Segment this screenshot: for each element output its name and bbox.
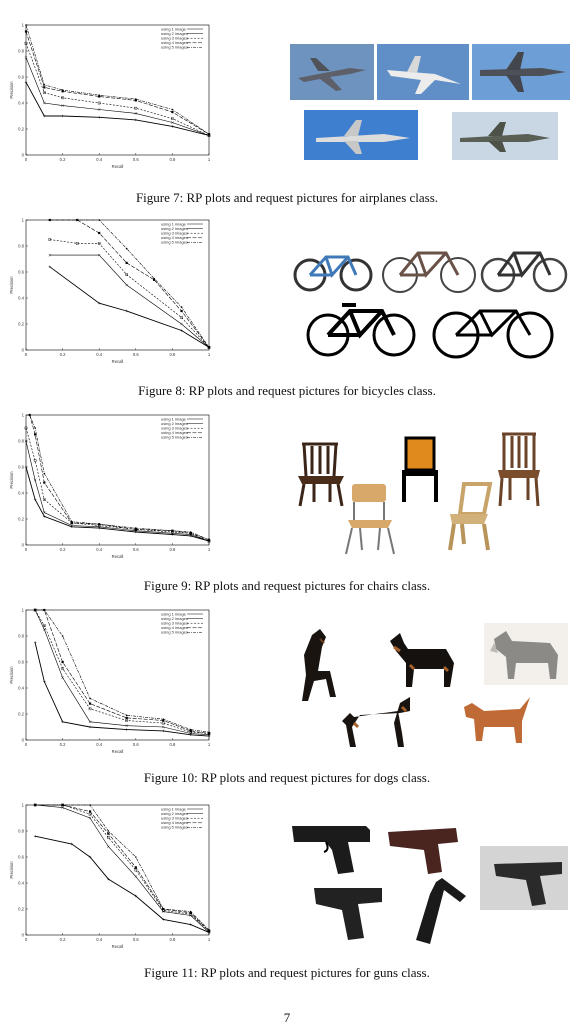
rp-plot-bicycles bbox=[6, 213, 220, 368]
y-tick-label: 0 bbox=[21, 542, 24, 548]
rp-plot-svg bbox=[6, 213, 220, 368]
gun-photo bbox=[310, 882, 386, 942]
y-tick-label: 0.4 bbox=[18, 880, 24, 886]
x-tick-label: 0.4 bbox=[96, 547, 103, 552]
data-point bbox=[25, 30, 27, 32]
y-tick-label: 0.2 bbox=[18, 906, 24, 912]
data-point bbox=[190, 729, 192, 731]
series-line bbox=[26, 425, 209, 541]
data-point bbox=[190, 911, 192, 913]
figure-caption: Figure 7: RP plots and request pictures for airplanes class. bbox=[135, 190, 439, 205]
y-tick-label: 0.6 bbox=[18, 464, 24, 470]
bicycle-photo bbox=[380, 235, 478, 295]
rp-plot-svg bbox=[6, 408, 220, 563]
y-tick-label: 0.4 bbox=[18, 685, 24, 691]
y-tick-label: 0.8 bbox=[18, 438, 24, 444]
bicycle-drawing bbox=[304, 297, 418, 359]
data-point bbox=[49, 219, 51, 221]
x-tick-label: 0 bbox=[24, 742, 28, 747]
y-tick-label: 0.8 bbox=[18, 243, 24, 249]
y-tick-label: 0.6 bbox=[18, 659, 24, 665]
x-tick-label: 1 bbox=[207, 742, 211, 747]
data-point bbox=[125, 284, 127, 286]
chair-photo bbox=[494, 430, 544, 508]
legend-label: using 3 images bbox=[161, 425, 188, 431]
data-point bbox=[135, 531, 138, 534]
data-point bbox=[89, 703, 91, 705]
figure-caption: Figure 10: RP plots and request pictures for dogs class. bbox=[143, 770, 431, 785]
legend-label: using 1 image bbox=[161, 806, 186, 812]
data-point bbox=[180, 323, 182, 325]
gun-photo bbox=[480, 846, 568, 910]
x-axis-label: Recall bbox=[111, 164, 124, 169]
data-point bbox=[34, 427, 36, 429]
data-point bbox=[172, 530, 174, 532]
figure-caption: Figure 11: RP plots and request pictures for guns class. bbox=[144, 965, 430, 980]
legend-label: using 5 images bbox=[161, 824, 188, 830]
data-point bbox=[61, 115, 64, 118]
legend-label: using 2 images bbox=[161, 225, 188, 231]
dog-photo bbox=[384, 629, 466, 689]
data-point bbox=[208, 731, 210, 733]
y-tick-label: 1 bbox=[21, 22, 24, 28]
data-point bbox=[126, 715, 128, 717]
data-point bbox=[208, 347, 210, 349]
data-point bbox=[43, 86, 45, 88]
data-point bbox=[43, 680, 46, 683]
x-tick-label: 0 bbox=[24, 352, 28, 357]
chair-photo bbox=[398, 434, 442, 504]
rp-plot-airplanes bbox=[6, 18, 220, 173]
x-tick-label: 0.8 bbox=[169, 352, 176, 357]
data-point bbox=[181, 306, 183, 308]
legend-label: using 1 image bbox=[161, 611, 186, 617]
data-point bbox=[162, 908, 164, 910]
airplane-photo bbox=[290, 44, 374, 100]
chair-photo bbox=[444, 480, 496, 552]
x-tick-label: 0.6 bbox=[132, 352, 139, 357]
request-pictures-guns bbox=[280, 820, 570, 980]
data-point bbox=[34, 641, 37, 644]
series-line bbox=[35, 643, 209, 737]
legend-label: using 2 images bbox=[161, 30, 188, 36]
data-point bbox=[180, 310, 182, 312]
x-axis-label: Recall bbox=[111, 749, 124, 754]
y-tick-label: 1 bbox=[21, 802, 24, 808]
gun-photo bbox=[290, 820, 372, 876]
data-point bbox=[107, 845, 109, 847]
data-point bbox=[71, 521, 73, 523]
data-point bbox=[135, 875, 137, 877]
series-line bbox=[50, 255, 209, 347]
data-point bbox=[126, 717, 128, 719]
x-tick-label: 1 bbox=[207, 157, 211, 162]
legend-label: using 2 images bbox=[161, 810, 188, 816]
y-axis-label: Precision bbox=[9, 666, 14, 684]
data-point bbox=[98, 219, 100, 221]
data-point bbox=[34, 433, 36, 435]
data-point bbox=[208, 539, 210, 541]
figure-9 bbox=[0, 408, 574, 598]
y-axis-label: Precision bbox=[9, 471, 14, 489]
y-tick-label: 0.6 bbox=[18, 854, 24, 860]
x-tick-label: 0.2 bbox=[59, 937, 66, 942]
request-pictures-bicycles bbox=[280, 235, 570, 395]
figure-caption: Figure 8: RP plots and request pictures for bicycles class. bbox=[138, 383, 436, 398]
y-tick-label: 0.8 bbox=[18, 828, 24, 834]
data-point bbox=[89, 804, 91, 806]
data-point bbox=[34, 609, 36, 611]
x-axis-label: Recall bbox=[111, 554, 124, 559]
y-tick-label: 0.2 bbox=[18, 516, 24, 522]
data-point bbox=[25, 24, 27, 26]
data-point bbox=[34, 835, 37, 838]
data-point bbox=[98, 94, 100, 96]
data-point bbox=[62, 635, 64, 637]
y-tick-label: 1 bbox=[21, 412, 24, 418]
y-tick-label: 0.6 bbox=[18, 269, 24, 275]
data-point bbox=[62, 89, 64, 91]
data-point bbox=[171, 533, 174, 536]
data-point bbox=[189, 734, 192, 737]
data-point bbox=[125, 728, 128, 731]
x-tick-label: 0.8 bbox=[169, 547, 176, 552]
y-tick-label: 0.6 bbox=[18, 74, 24, 80]
x-tick-label: 0.6 bbox=[132, 547, 139, 552]
data-point bbox=[189, 923, 192, 926]
x-tick-label: 0.2 bbox=[59, 547, 66, 552]
legend-label: using 1 image bbox=[161, 221, 186, 227]
series-line bbox=[26, 82, 209, 135]
x-tick-label: 0.8 bbox=[169, 157, 176, 162]
series-line bbox=[26, 441, 209, 541]
data-point bbox=[89, 698, 91, 700]
data-point bbox=[135, 119, 138, 122]
data-point bbox=[70, 526, 73, 529]
request-pictures-airplanes bbox=[280, 44, 570, 204]
dog-photo bbox=[484, 623, 568, 685]
data-point bbox=[98, 523, 100, 525]
rp-plot-guns bbox=[6, 798, 220, 953]
bicycle-photo bbox=[292, 237, 374, 295]
rp-plot-chairs bbox=[6, 408, 220, 563]
data-point bbox=[44, 609, 46, 611]
rp-plot-svg bbox=[6, 18, 220, 173]
x-tick-label: 0 bbox=[24, 547, 28, 552]
data-point bbox=[61, 721, 64, 724]
legend-label: using 1 image bbox=[161, 416, 186, 422]
x-tick-label: 1 bbox=[207, 547, 211, 552]
y-axis-label: Precision bbox=[9, 81, 14, 99]
y-tick-label: 0 bbox=[21, 932, 24, 938]
y-tick-label: 0.4 bbox=[18, 100, 24, 106]
airplane-photo bbox=[304, 110, 418, 160]
data-point bbox=[34, 804, 36, 806]
legend-label: using 2 images bbox=[161, 615, 188, 621]
rp-plot-svg bbox=[6, 798, 220, 953]
data-point bbox=[107, 833, 109, 835]
x-tick-label: 0.2 bbox=[59, 157, 66, 162]
y-axis-label: Precision bbox=[9, 276, 14, 294]
x-tick-label: 0.8 bbox=[169, 937, 176, 942]
x-tick-label: 0.2 bbox=[59, 742, 66, 747]
data-point bbox=[89, 810, 91, 812]
data-point bbox=[126, 248, 128, 250]
figure-8 bbox=[0, 213, 574, 403]
y-tick-label: 0.2 bbox=[18, 711, 24, 717]
airplane-photo bbox=[377, 44, 469, 100]
data-point bbox=[208, 735, 211, 738]
figure-11 bbox=[0, 798, 574, 988]
y-tick-label: 0.4 bbox=[18, 490, 24, 496]
data-point bbox=[62, 804, 64, 806]
data-point bbox=[44, 473, 46, 475]
y-tick-label: 0 bbox=[21, 152, 24, 158]
data-point bbox=[98, 232, 100, 234]
data-point bbox=[43, 482, 45, 484]
legend-label: using 2 images bbox=[161, 420, 188, 426]
request-pictures-chairs bbox=[280, 430, 570, 590]
data-point bbox=[162, 730, 165, 733]
y-tick-label: 0.8 bbox=[18, 48, 24, 54]
legend-label: using 3 images bbox=[161, 230, 188, 236]
rp-plot-dogs bbox=[6, 603, 220, 758]
x-axis-label: Recall bbox=[111, 944, 124, 949]
data-point bbox=[76, 219, 78, 221]
y-axis-label: Precision bbox=[9, 861, 14, 879]
data-point bbox=[108, 830, 110, 832]
data-point bbox=[89, 726, 92, 729]
y-tick-label: 1 bbox=[21, 607, 24, 613]
x-tick-label: 0.6 bbox=[132, 937, 139, 942]
legend-label: using 4 images bbox=[161, 430, 188, 436]
x-tick-label: 0 bbox=[24, 937, 28, 942]
x-tick-label: 0.4 bbox=[96, 937, 103, 942]
series-line bbox=[26, 467, 209, 541]
x-tick-label: 0.8 bbox=[169, 742, 176, 747]
data-point bbox=[44, 84, 46, 86]
data-point bbox=[171, 111, 173, 113]
x-tick-label: 1 bbox=[207, 937, 211, 942]
x-tick-label: 0.6 bbox=[132, 742, 139, 747]
data-point bbox=[126, 262, 128, 264]
airplane-photo bbox=[472, 44, 570, 100]
data-point bbox=[208, 133, 210, 135]
figure-caption: Figure 9: RP plots and request pictures for chairs class. bbox=[143, 578, 431, 593]
data-point bbox=[29, 414, 31, 416]
data-point bbox=[208, 929, 210, 931]
figure-10 bbox=[0, 603, 574, 793]
chair-photo bbox=[342, 480, 400, 556]
data-point bbox=[171, 125, 174, 128]
legend-label: using 3 images bbox=[161, 815, 188, 821]
data-point bbox=[135, 856, 137, 858]
page-number: 7 bbox=[283, 1010, 291, 1025]
bicycle-photo bbox=[480, 235, 568, 295]
y-tick-label: 0.4 bbox=[18, 295, 24, 301]
y-tick-label: 0.2 bbox=[18, 321, 24, 327]
legend-label: using 4 images bbox=[161, 625, 188, 631]
gun-photo bbox=[384, 824, 460, 876]
request-pictures-dogs bbox=[280, 623, 570, 783]
legend-label: using 4 images bbox=[161, 40, 188, 46]
dog-photo bbox=[340, 693, 414, 749]
y-tick-label: 0 bbox=[21, 737, 24, 743]
x-tick-label: 0.4 bbox=[96, 157, 103, 162]
legend-label: using 5 images bbox=[161, 239, 188, 245]
legend-label: using 5 images bbox=[161, 434, 188, 440]
data-point bbox=[135, 866, 137, 868]
x-tick-label: 0.4 bbox=[96, 352, 103, 357]
legend-label: using 3 images bbox=[161, 35, 188, 41]
data-point bbox=[190, 531, 192, 533]
legend-label: using 5 images bbox=[161, 44, 188, 50]
legend-label: using 4 images bbox=[161, 820, 188, 826]
series-line bbox=[50, 267, 209, 348]
x-tick-label: 1 bbox=[207, 352, 211, 357]
x-tick-label: 0.2 bbox=[59, 352, 66, 357]
figure-7 bbox=[0, 18, 574, 208]
data-point bbox=[62, 661, 64, 663]
data-point bbox=[125, 310, 128, 313]
y-tick-label: 1 bbox=[21, 217, 24, 223]
data-point bbox=[162, 718, 164, 720]
data-point bbox=[172, 109, 174, 111]
legend-label: using 4 images bbox=[161, 235, 188, 241]
y-tick-label: 0.2 bbox=[18, 126, 24, 132]
data-point bbox=[135, 98, 137, 100]
legend-label: using 3 images bbox=[161, 620, 188, 626]
bicycle-drawing bbox=[430, 295, 556, 361]
data-point bbox=[153, 278, 155, 280]
gun-photo bbox=[408, 874, 468, 950]
series-line bbox=[50, 240, 209, 348]
data-point bbox=[98, 116, 101, 119]
y-tick-label: 0.8 bbox=[18, 633, 24, 639]
x-axis-label: Recall bbox=[111, 359, 124, 364]
data-point bbox=[135, 527, 137, 529]
x-tick-label: 0 bbox=[24, 157, 28, 162]
airplane-photo bbox=[452, 112, 558, 160]
dog-photo bbox=[286, 627, 348, 703]
legend-label: using 5 images bbox=[161, 629, 188, 635]
x-tick-label: 0.4 bbox=[96, 742, 103, 747]
data-point bbox=[25, 466, 28, 469]
legend-label: using 1 image bbox=[161, 26, 186, 32]
x-tick-label: 0.6 bbox=[132, 157, 139, 162]
rp-plot-svg bbox=[6, 603, 220, 758]
series-line bbox=[26, 58, 209, 136]
dog-photo bbox=[458, 693, 534, 747]
y-tick-label: 0 bbox=[21, 347, 24, 353]
